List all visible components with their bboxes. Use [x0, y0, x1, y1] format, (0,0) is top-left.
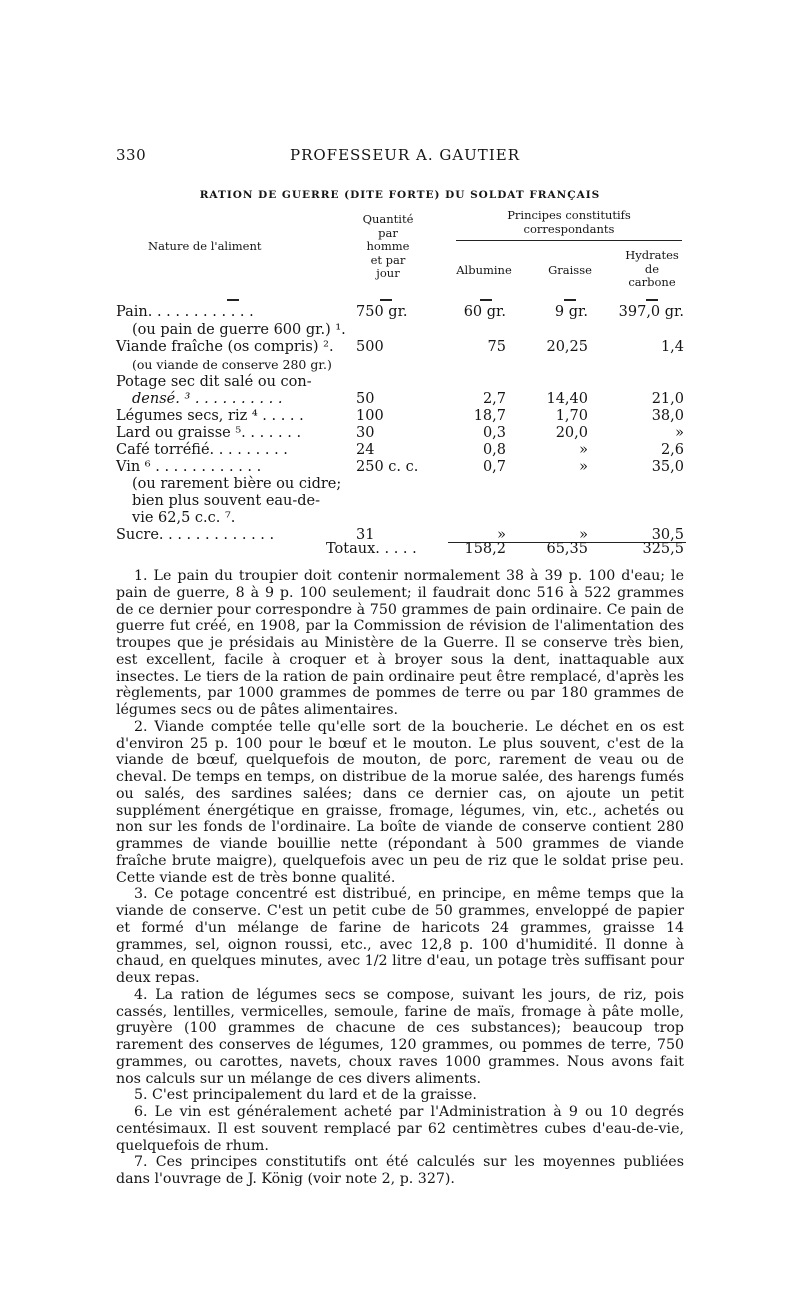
cell-quantity: 31 [356, 527, 375, 543]
header-nature: Nature de l'aliment [148, 239, 262, 253]
row-label: Lard ou graisse ⁵. . . . . . . [116, 425, 302, 441]
row-label: Café torréfié. . . . . . . . . [116, 442, 288, 458]
column-dash [646, 299, 658, 301]
row-label: Sucre. . . . . . . . . . . . . [116, 527, 275, 543]
cell-albumine: » [497, 527, 506, 543]
header-hydrates [614, 249, 690, 290]
row-label: (ou viande de conserve 280 gr.) [132, 357, 332, 372]
header-quantity-line: Quantité [362, 212, 414, 226]
cell-albumine: 60 gr. [463, 304, 506, 320]
row-label: densé. ³ . . . . . . . . . . [132, 391, 283, 407]
row-label: Légumes secs, riz ⁴ . . . . . [116, 408, 304, 424]
cell-quantity: 250 c. c. [356, 459, 419, 475]
cell-hydrates: » [675, 425, 684, 441]
cell-hydrates: 38,0 [651, 408, 684, 424]
cell-albumine: 75 [487, 339, 506, 355]
cell-albumine: 0,8 [482, 442, 506, 458]
cell-hydrates: 21,0 [651, 391, 684, 407]
header-principles-line: correspondants [523, 221, 615, 236]
cell-graisse: 20,25 [546, 339, 588, 355]
cell-albumine: 18,7 [473, 408, 506, 424]
cell-albumine: 2,7 [482, 391, 506, 407]
cell-hydrates: 35,0 [651, 459, 684, 475]
header-albumine: Albumine [456, 263, 512, 277]
footnote: 3. Ce potage concentré est distribué, en principe, en même temps que la viande de conserve. C'est un petit cube de 50 grammes, enveloppé de papier et formé d'un mélange de farine de haricots 24 grammes, graisse 14 grammes, sel, oignon roussi, etc., avec 12,8 p. 100 d'humidité. Il donne à chaud, en quelques minutes, avec 1/2 litre d'eau, un potage très suffisant pour deux repas. [116, 886, 684, 986]
cell-quantity: 24 [356, 442, 375, 458]
header-hydrates-line: Hydrates [625, 248, 679, 262]
header-hydrates-line: carbone [628, 275, 676, 290]
total-hydrates: 325,5 [642, 541, 684, 557]
column-dash [227, 299, 239, 301]
total-albumine: 158,2 [464, 541, 506, 557]
cell-quantity: 100 [356, 408, 384, 424]
page-number: 330 [116, 146, 147, 164]
row-label: Vin ⁶ . . . . . . . . . . . . [116, 459, 262, 475]
header-quantity [352, 213, 424, 281]
cell-albumine: 0,7 [482, 459, 506, 475]
header-quantity-line: et par [370, 252, 406, 267]
header-brace-rule [456, 240, 682, 241]
header-hydrates-line: de [644, 261, 660, 276]
footnote: 5. C'est principalement du lard et de la graisse. [134, 1087, 477, 1104]
row-label: (ou pain de guerre 600 gr.) ¹. [132, 322, 346, 338]
header-graisse: Graisse [548, 263, 592, 277]
header-quantity-line: jour [376, 266, 400, 281]
column-dash [380, 299, 392, 301]
row-label: Viande fraîche (os compris) ². [116, 339, 334, 355]
cell-quantity: 750 gr. [356, 304, 408, 320]
cell-quantity: 50 [356, 391, 375, 407]
footnote: 1. Le pain du troupier doit contenir normalement 38 à 39 p. 100 d'eau; le pain de guerre, 8 à 9 p. 100 seulement; il faudrait donc 516 à 522 grammes de ce dernier pour correspondre à 750 grammes de pain ordinaire. Ce pain de guerre fut créé, en 1908, par la Commission de révision de l'alimentation des troupes que je présidais au Ministère de la Guerre. Il se conserve très bien, est excellent, facile à croquer et à broyer sous la dent, inattaquable aux insectes. Le tiers de la ration de pain ordinaire peut être remplacé, d'après les règlements, par 1000 grammes de pommes de terre ou par 180 grammes de légumes secs ou de pâtes alimentaires. [116, 568, 684, 718]
row-label: (ou rarement bière ou cidre; [132, 476, 342, 492]
header-principles-line: Principes constitutifs [507, 208, 631, 222]
running-title: PROFESSEUR A. GAUTIER [290, 146, 520, 164]
cell-graisse: 1,70 [555, 408, 588, 424]
footnotes [116, 568, 684, 1188]
cell-graisse: » [579, 459, 588, 475]
footnote: 7. Ces principes constitutifs ont été calculés sur les moyennes publiées dans l'ouvrage de J. König (voir note 2, p. 327). [116, 1154, 684, 1187]
footnote: 6. Le vin est généralement acheté par l'Administration à 9 ou 10 degrés centésimaux. Il est souvent remplacé par 62 centimètres cubes d'eau-de-vie, quelquefois de rhum. [116, 1104, 684, 1154]
footnote: 4. La ration de légumes secs se compose, suivant les jours, de riz, pois cassés, lentilles, vermicelles, semoule, farine de maïs, fromage à pâte molle, gruyère (100 grammes de chacune de ces substances); beaucoup trop rarement des conserves de légumes, 120 grammes, ou pommes de terre, 750 grammes, ou carottes, navets, choux raves 1000 grammes. Nous avons fait nos calculs sur un mélange de ces divers aliments. [116, 986, 684, 1087]
cell-graisse: 9 gr. [554, 304, 588, 320]
header-principles [456, 209, 682, 236]
header-quantity-line: par [378, 225, 398, 240]
column-dash [564, 299, 576, 301]
table-title: RATION DE GUERRE (DITE FORTE) DU SOLDAT FRANÇAIS [199, 189, 601, 201]
cell-hydrates: 2,6 [660, 442, 684, 458]
header-quantity-line: homme [366, 239, 410, 254]
cell-hydrates: 30,5 [651, 527, 684, 543]
cell-hydrates: 1,4 [660, 339, 684, 355]
cell-graisse: » [579, 442, 588, 458]
running-header [116, 146, 684, 166]
row-label: Potage sec dit salé ou con- [116, 374, 312, 390]
row-label: vie 62,5 c.c. ⁷. [132, 510, 236, 526]
cell-graisse: » [579, 527, 588, 543]
cell-albumine: 0,3 [482, 425, 506, 441]
column-dash [480, 299, 492, 301]
cell-quantity: 30 [356, 425, 375, 441]
cell-graisse: 14,40 [546, 391, 588, 407]
row-label: Pain. . . . . . . . . . . . [116, 304, 254, 320]
footnote: 2. Viande comptée telle qu'elle sort de la boucherie. Le déchet en os est d'environ 25 p. 100 pour le bœuf et le mouton. Le plus souvent, c'est de la viande de bœuf, quelquefois de mouton, de porc, rarement de veau ou de cheval. De temps en temps, on distribue de la morue salée, des harengs fumés ou salés, des sardines salées; dans ce dernier cas, on ajoute un petit supplément énergétique en graisse, fromage, légumes, vin, etc., achetés ou non sur les fonds de l'ordinaire. La boîte de viande de conserve contient 280 grammes de viande bouillie nette (répondant à 500 grammes de viande fraîche brute maigre), quelquefois avec un peu de riz que le soldat prise peu. Cette viande est de très bonne qualité. [116, 718, 684, 886]
row-label: bien plus souvent eau-de- [132, 493, 321, 509]
cell-hydrates: 397,0 gr. [618, 304, 684, 320]
cell-graisse: 20,0 [555, 425, 588, 441]
totals-label: Totaux. . . . . [326, 541, 417, 557]
cell-quantity: 500 [356, 339, 384, 355]
total-graisse: 65,35 [546, 541, 588, 557]
